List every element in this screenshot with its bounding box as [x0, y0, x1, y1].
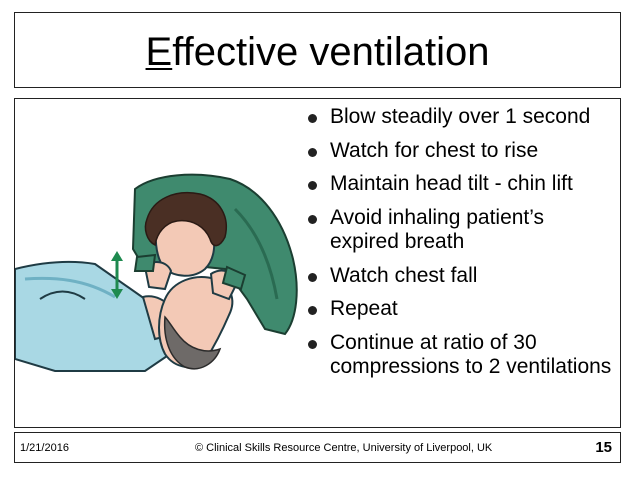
- bullet-dot-icon: [308, 306, 317, 315]
- footer-credit: © Clinical Skills Resource Centre, University of Liverpool, UK: [195, 442, 493, 454]
- footer-box: [14, 432, 621, 463]
- bullet-item: [307, 297, 617, 322]
- content-box: [14, 98, 621, 428]
- bullet-text: Watch chest fall: [330, 263, 478, 287]
- title-box: [14, 12, 621, 88]
- bullet-dot-icon: [308, 114, 317, 123]
- bullet-list: [307, 105, 617, 389]
- footer-date: 1/21/2016: [20, 442, 69, 454]
- bullet-item: [307, 331, 617, 380]
- bullet-text: Blow steadily over 1 second: [330, 105, 591, 128]
- bullet-item: [307, 264, 617, 289]
- bullet-item: [307, 105, 617, 130]
- rescue-breathing-illustration: [15, 149, 315, 419]
- slide-title-first-letter: E: [145, 30, 173, 74]
- bullet-text: Watch for chest to rise: [330, 138, 539, 162]
- bullet-item: [307, 206, 617, 255]
- page-number: 15: [595, 439, 612, 456]
- bullet-dot-icon: [308, 181, 317, 190]
- bullet-dot-icon: [308, 340, 317, 349]
- bullet-item: [307, 172, 617, 197]
- bullet-text: Maintain head tilt - chin lift: [330, 172, 573, 195]
- slide-title: [146, 32, 490, 72]
- bullet-text: Continue at ratio of 30 compressions to 2 ventilations: [330, 330, 612, 378]
- bullet-dot-icon: [308, 273, 317, 282]
- chest-rise-arrow-icon: [111, 251, 123, 299]
- bullet-text: Avoid inhaling patient’s expired breath: [330, 205, 545, 253]
- bullet-text: Repeat: [330, 297, 398, 320]
- bullet-dot-icon: [308, 148, 317, 157]
- bullet-dot-icon: [308, 215, 317, 224]
- bullet-item: [307, 139, 617, 164]
- slide-title-rest: ffective ventilation: [172, 30, 490, 74]
